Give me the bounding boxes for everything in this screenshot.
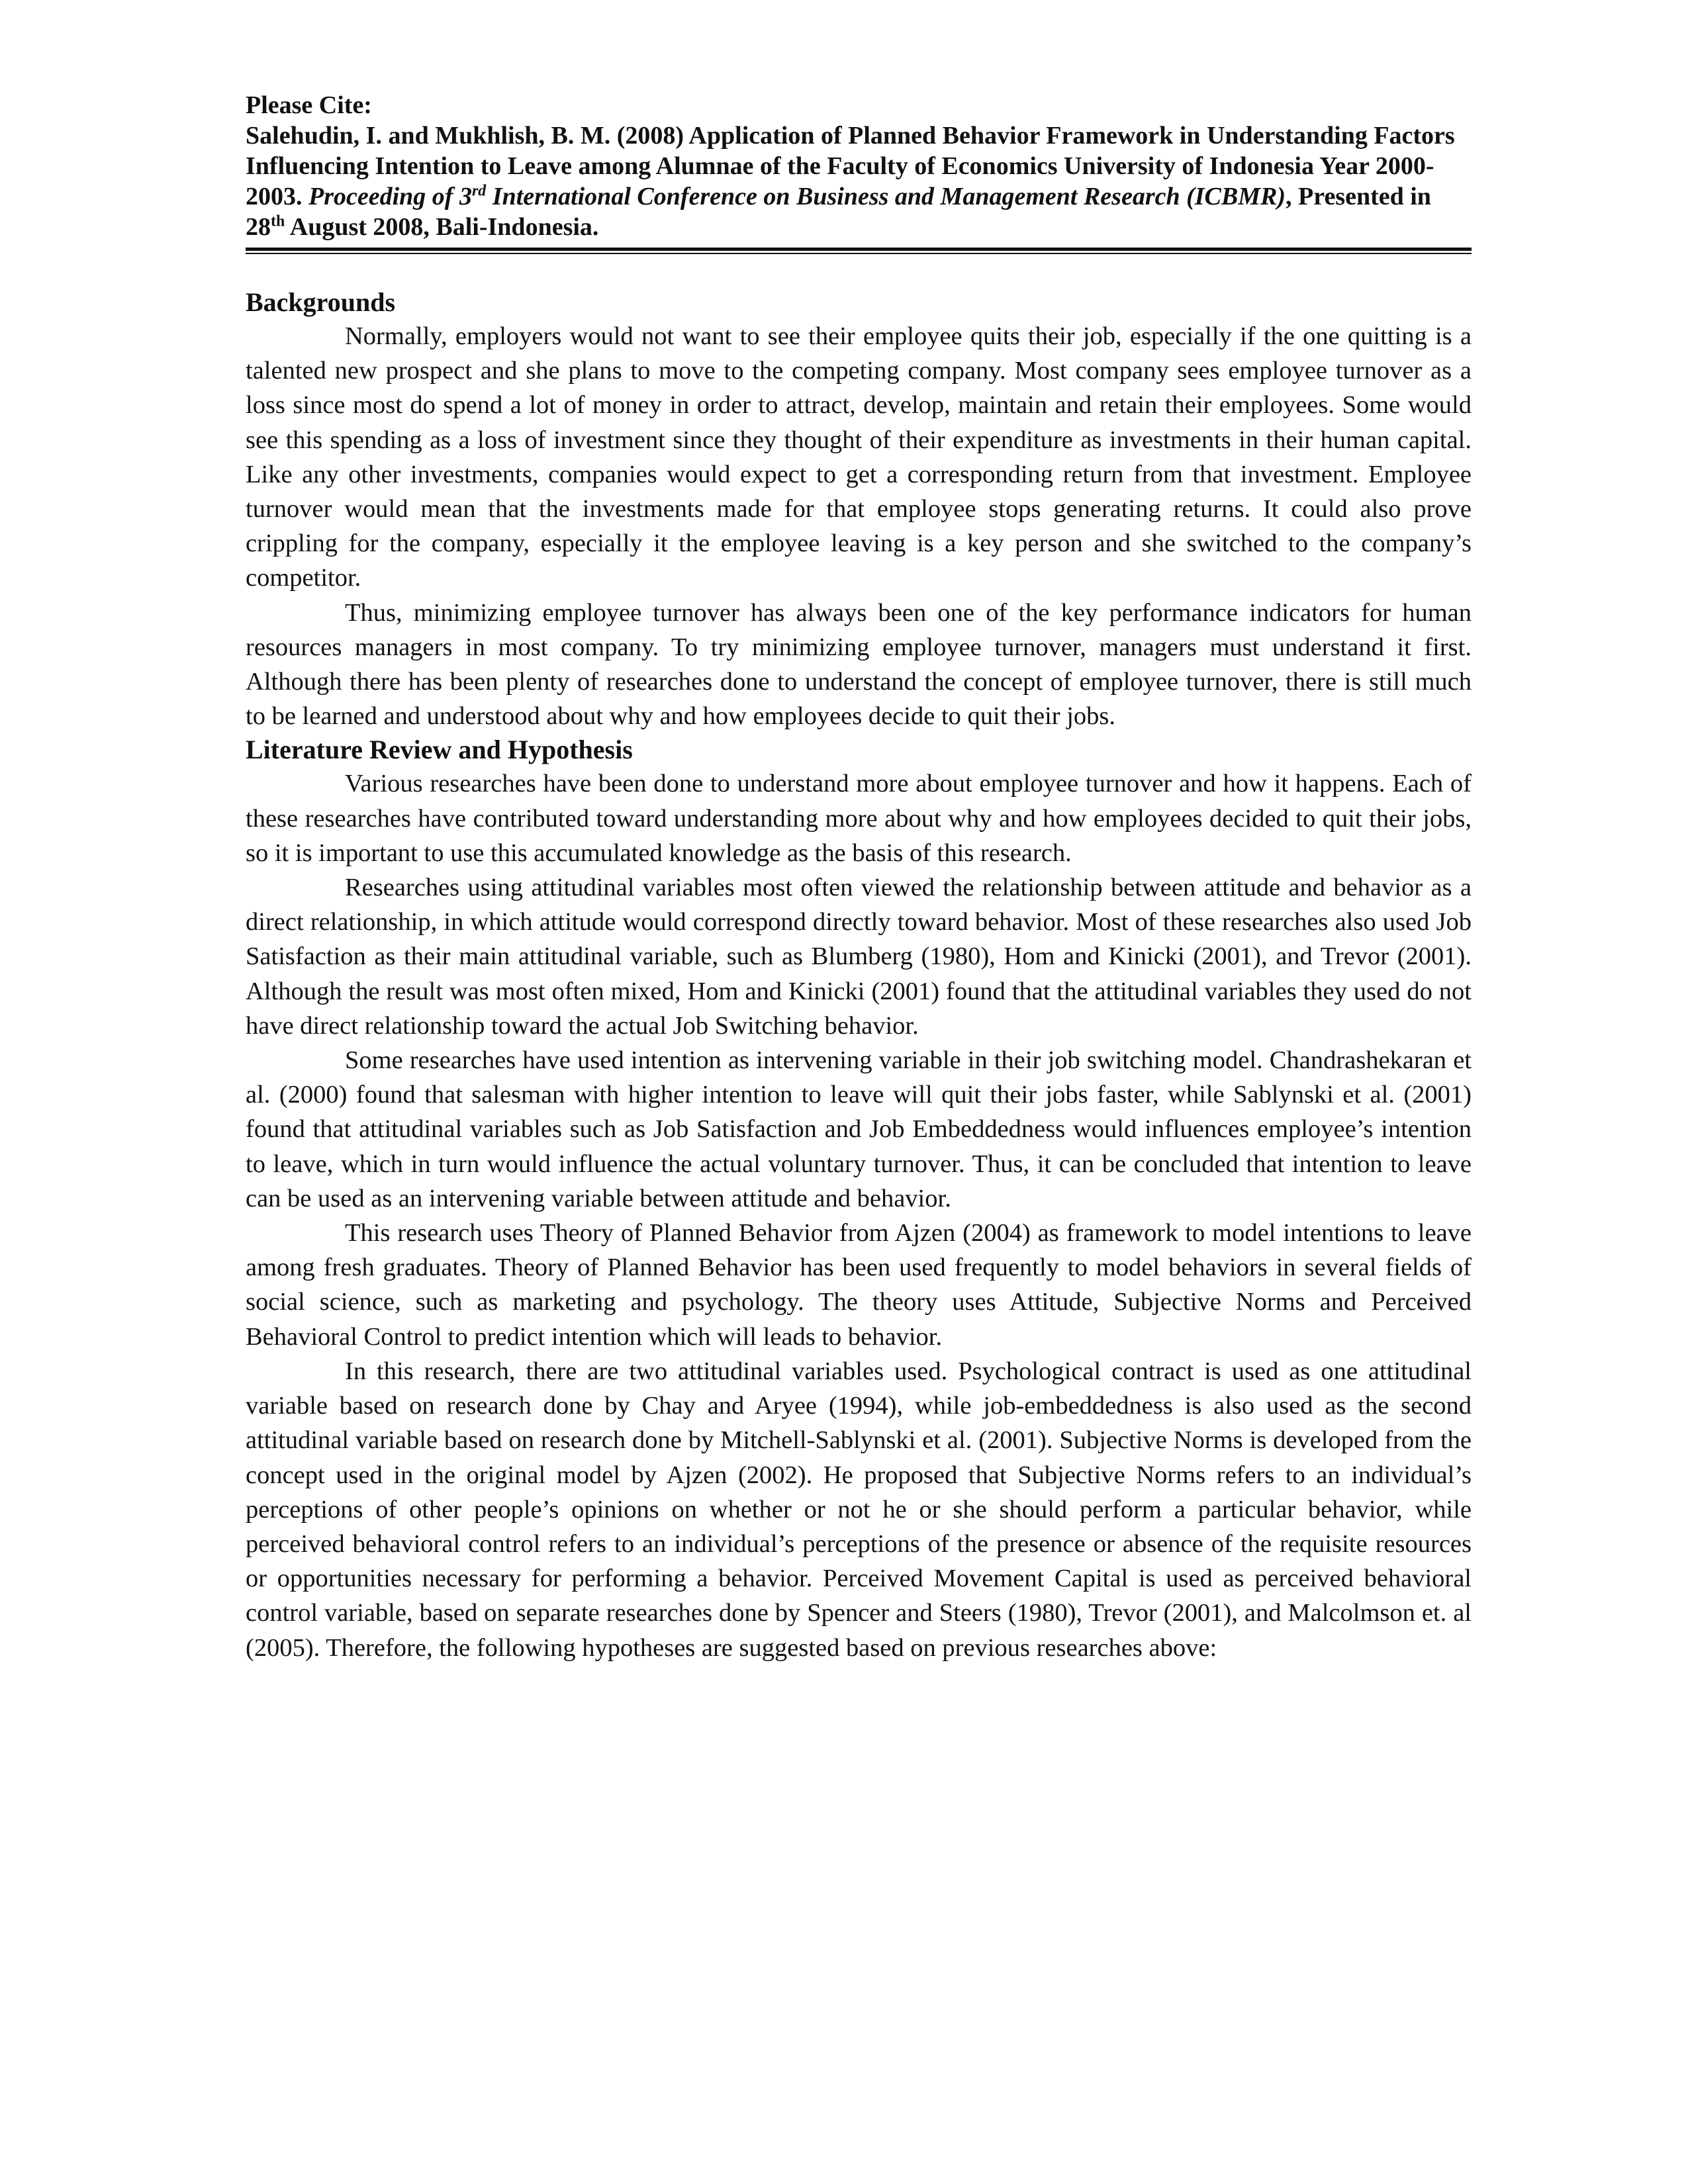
paragraph: This research uses Theory of Planned Behavior from Ajzen (2004) as framework to model intentions to leave among fresh graduates. Theory of Planned Behavior has been used frequently to model behaviors in several fields of social science, such as marketing and psychology. The theory uses Attitude, Subjective Norms and Perceived Behavioral Control to predict intention which will leads to behavior. xyxy=(246,1219,1472,1351)
paper-page xyxy=(246,90,1472,1665)
proceeding-ordinal: rd xyxy=(471,182,487,200)
paragraph: Thus, minimizing employee turnover has always been one of the key performance indicators for human resources managers in most company. To try minimizing employee turnover, managers must understand it first. Although there has been plenty of researches done to understand the concept of employee turnover, there is still much to be learned and understood about why and how employees decide to quit their jobs. xyxy=(246,598,1472,731)
paragraph: Various researches have been done to understand more about employee turnover and how it happens. Each of these researches have contributed toward understanding more about why and how employees decided to quit their jobs, so it is important to use this accumulated knowledge as the basis of this research. xyxy=(246,770,1472,867)
paragraph: Normally, employers would not want to see their employee quits their job, especially if the one quitting is a talented new prospect and she plans to move to the competing company. Most company sees employee turnover as a loss since most do spend a lot of money in order to attract, develop, maintain and retain their employees. Some would see this spending as a loss of investment since they thought of their expenditure as investments in their human capital. Like any other investments, companies would expect to get a corresponding return from that investment. Employee turnover would mean that the investments made for that employee stops generating returns. It could also prove crippling for the company, especially it the employee leaving is a key person and she switched to the company’s competitor. xyxy=(246,322,1472,592)
presented-ordinal: th xyxy=(271,212,285,230)
paragraph: In this research, there are two attitudinal variables used. Psychological contract is used as one attitudinal variable based on research done by Chay and Aryee (1994), while job-embeddedness is also used as the second attitudinal variable based on research done by Mitchell-Sablynski et al. (2001). Subjective Norms is developed from the concept used in the original model by Ajzen (2002). He proposed that Subjective Norms refers to an individual’s perceptions of other people’s opinions on whether or not he or she should perform a particular behavior, while perceived behavioral control refers to an individual’s perceptions of the presence or absence of the requisite resources or opportunities necessary for performing a behavior. Perceived Movement Capital is used as perceived behavioral control variable, based on separate researches done by Spencer and Steers (1980), Trevor (2001), and Malcolmson et. al (2005). Therefore, the following hypotheses are suggested based on previous researches above: xyxy=(246,1357,1472,1662)
section-heading-backgrounds: Backgrounds xyxy=(246,287,396,317)
citation-authors-title: Salehudin, I. and Mukhlish, B. M. (2008) Application of Planned Behavior Framework in Understanding Factors Influencing Intention to Leave among Alumnae of the Faculty of Economics University of Indonesia Year 2000-2003. xyxy=(246,122,1455,210)
header-rule-thick xyxy=(246,248,1472,251)
presented-prefix: , Presented in 28 xyxy=(246,183,1431,241)
proceeding-suffix: International Conference on Business and Management Research (ICBMR) xyxy=(486,183,1286,210)
proceeding-prefix: Proceeding of 3 xyxy=(308,183,472,210)
paragraph: Some researches have used intention as intervening variable in their job switching model. Chandrashekaran et al. (2000) found that salesman with higher intention to leave will quit their jobs faster, while Sablynski et al. (2001) found that attitudinal variables such as Job Satisfaction and Job Embeddedness would influences employee’s intention to leave, which in turn would influence the actual voluntary turnover. Thus, it can be concluded that intention to leave can be used as an intervening variable between attitude and behavior. xyxy=(246,1046,1472,1212)
presented-suffix: August 2008, Bali-Indonesia. xyxy=(285,213,599,241)
citation-proceeding xyxy=(308,183,1286,210)
section-heading-literature-review: Literature Review and Hypothesis xyxy=(246,735,633,765)
citation-block xyxy=(246,90,1472,242)
paragraph: Researches using attitudinal variables most often viewed the relationship between attitude and behavior as a direct relationship, in which attitude would correspond directly toward behavior. Most of these researches also used Job Satisfaction as their main attitudinal variable, such as Blumberg (1980), Hom and Kinicki (2001), and Trevor (2001). Although the result was most often mixed, Hom and Kinicki (2001) found that the attitudinal variables they used do not have direct relationship toward the actual Job Switching behavior. xyxy=(246,874,1472,1040)
header-rule-thin xyxy=(246,253,1472,254)
citation-heading: Please Cite: xyxy=(246,91,372,119)
